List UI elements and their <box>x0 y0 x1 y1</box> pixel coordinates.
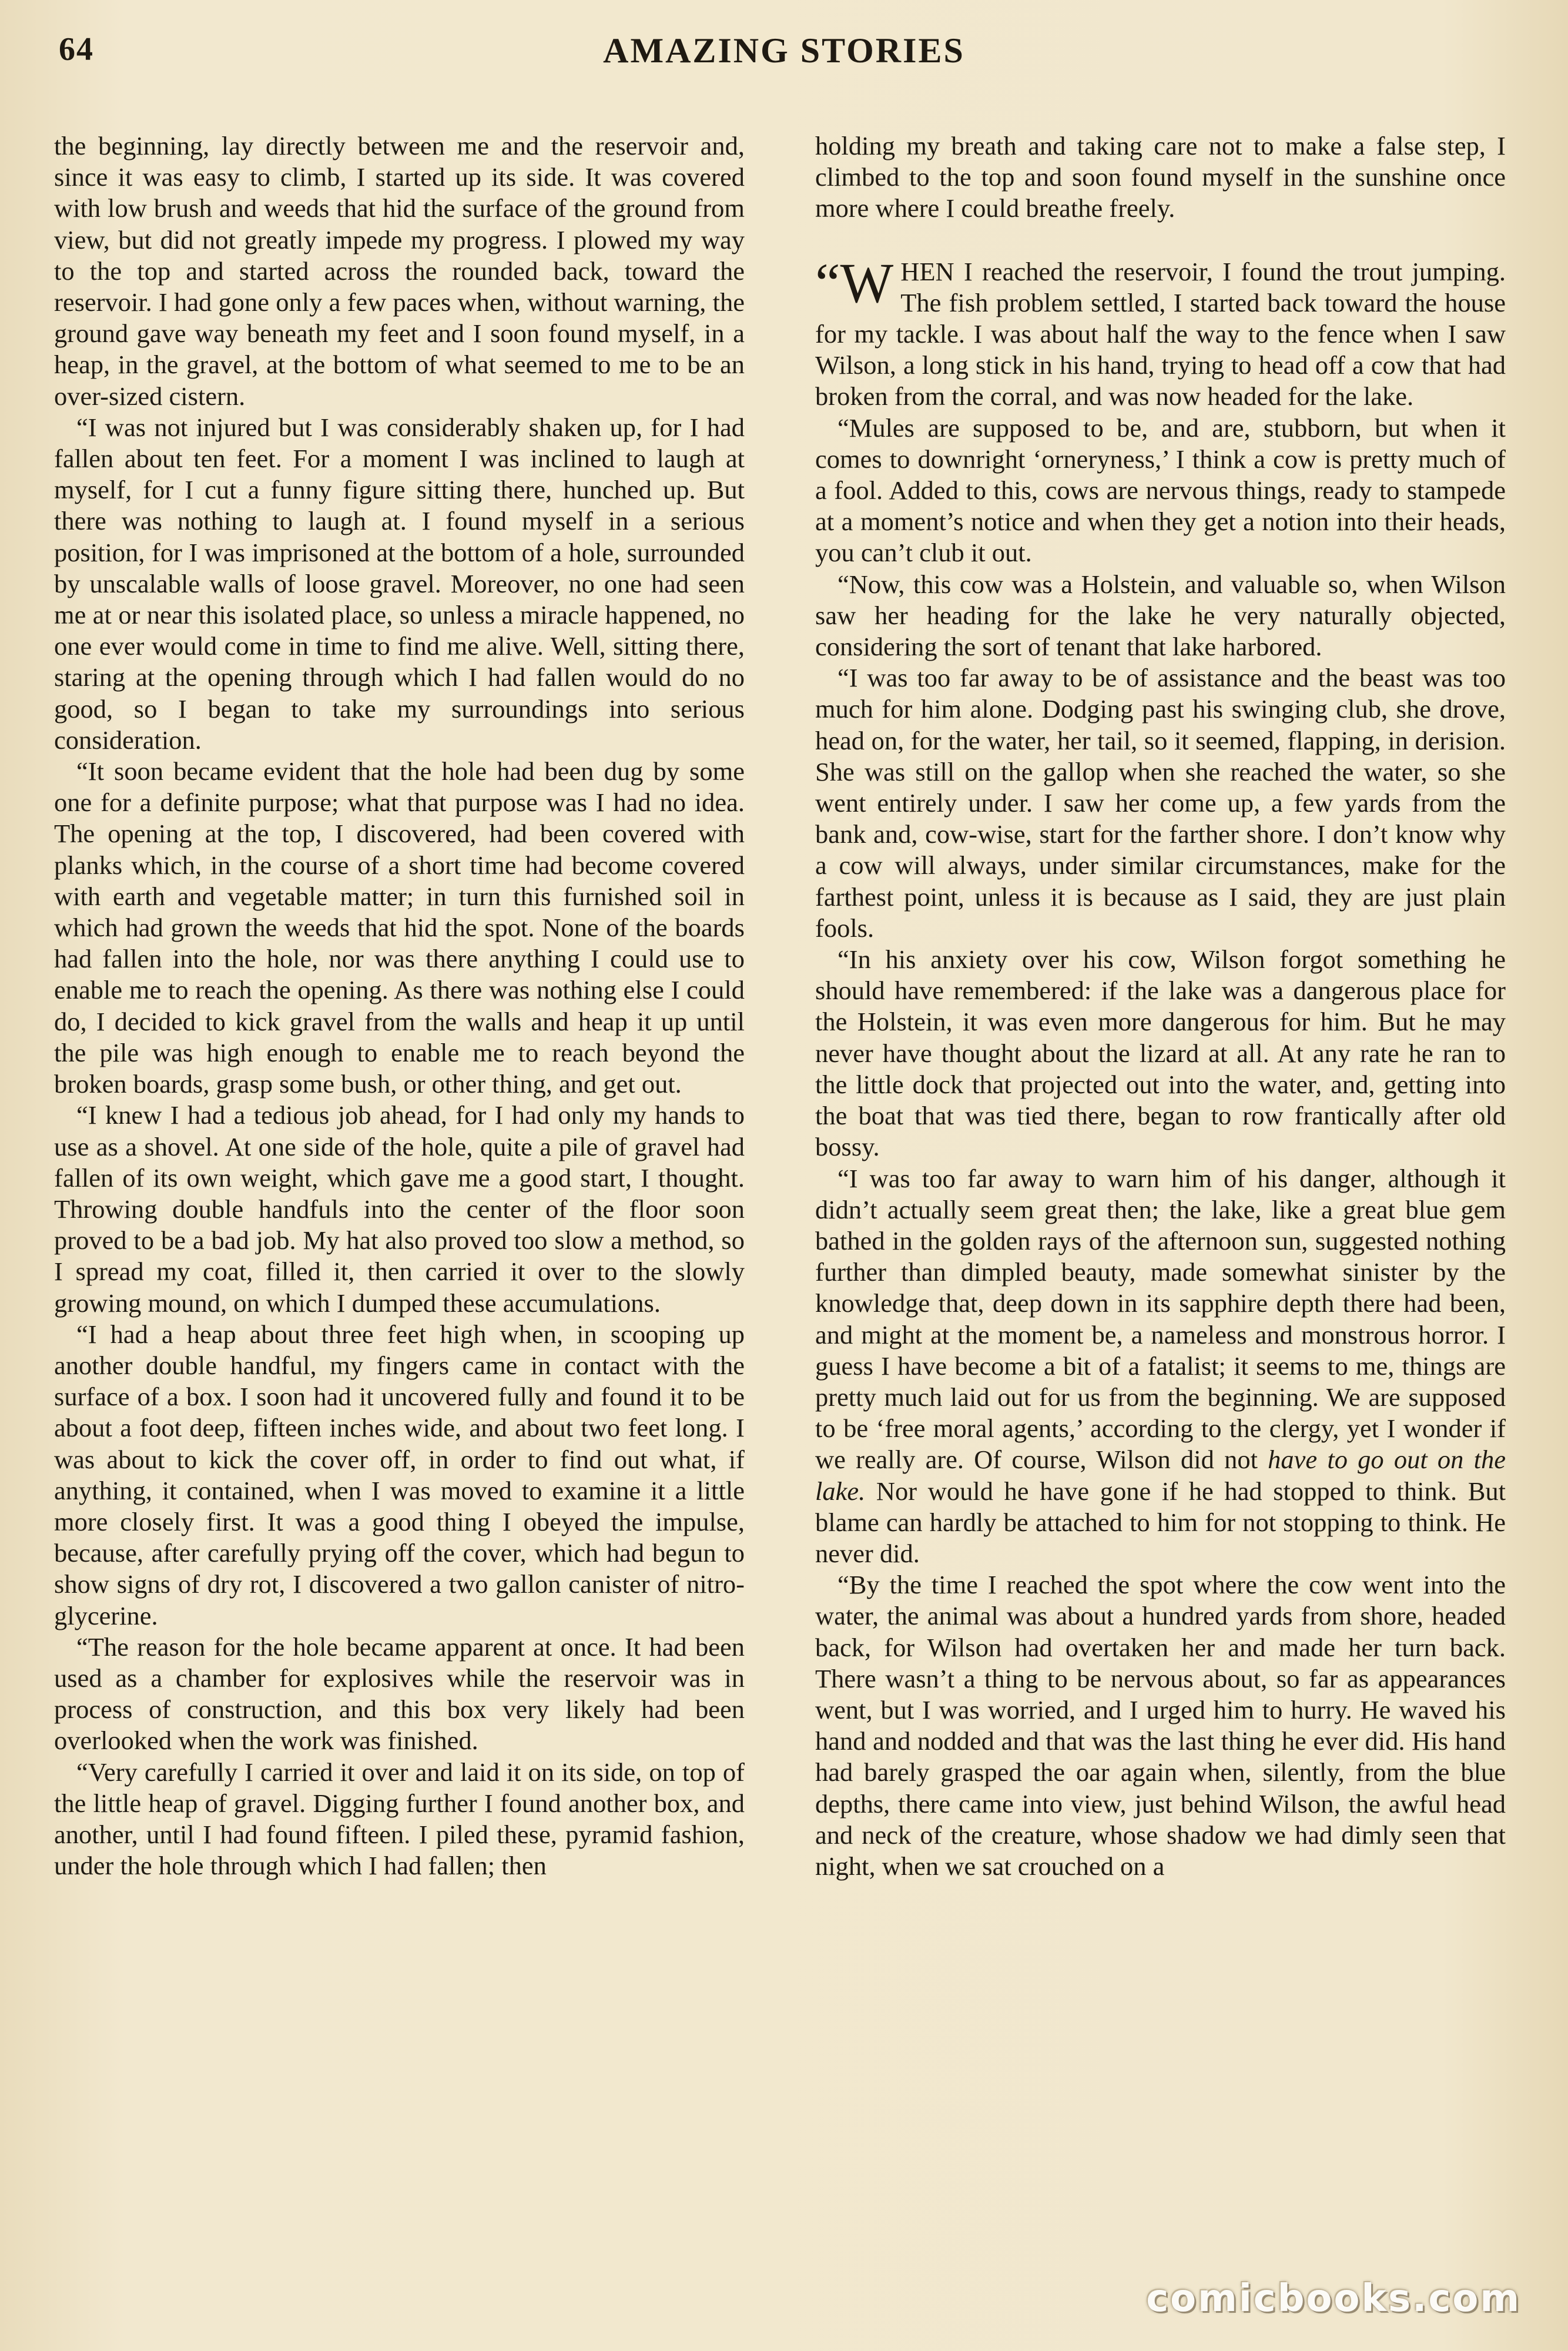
paragraph: “Mules are supposed to be, and are, stubborn, but when it comes to downright ‘orneryness,’ I think a cow is pretty much of a fool. Added to this, cows are nervous things, ready to stampede at a moment’s notice and when they get a notion into their heads, you can’t club it out. <box>815 413 1506 568</box>
paragraph: “It soon became evident that the hole had been dug by some one for a definite purpose; what that purpose was I had no idea. The opening at the top, I discovered, had been covered with planks which, in the course of a short time had become covered with earth and vegetable matter; in turn this furnished soil in which had grown the weeds that hid the spot. None of the boards had fallen into the hole, nor was there anything I could use to enable me to reach the opening. As there was nothing else I could do, I decided to kick gravel from the walls and heap it up until the pile was high enough to enable me to reach beyond the broken boards, grasp some bush, or other thing, and get out. <box>54 756 745 1099</box>
page-header <box>53 31 1515 83</box>
paragraph: “I was too far away to be of assistance and the beast was too much for him alone. Dodging past his swinging club, she drove, head on, for the water, her tail, so it seemed, flapping, in derision. She was still on the gallop when she reached the water, so she went entirely under. I saw her come up, a few yards from the bank and, cow-wise, start for the farther shore. I don’t know why a cow will always, under similar circumstances, make for the farthest point, unless it is because as I said, they are just plain fools. <box>815 663 1506 943</box>
drop-cap-paragraph-text: HEN I reached the reservoir, I found the trout jumping. The fish problem settled, I started back toward the house for my tackle. I was about half the way to the fence when I saw Wilson, a long stick in his hand, trying to head off a cow that had broken from the corral, and was now headed for the lake. <box>815 256 1506 411</box>
italic-phrase: have to go out on the lake. <box>815 1445 1506 1506</box>
paragraph: “The reason for the hole became apparent at once. It had been used as a chamber for explosives while the reservoir was in process of construction, and this box very likely had been overlooked when the work was finished. <box>54 1632 745 1756</box>
right-column <box>815 130 1506 1882</box>
paragraph: holding my breath and taking care not to make a false step, I climbed to the top and soon found myself in the sunshine once more where I could breathe freely. <box>815 131 1506 223</box>
paragraph: “In his anxiety over his cow, Wilson forgot something he should have remembered: if the lake was a dangerous place for the Holstein, it was even more dangerous for him. But he may never have thought about the lizard at all. At any rate he ran to the little dock that projected out into the water, and, getting into the boat that was tied there, began to row frantically after old bossy. <box>815 945 1506 1162</box>
paragraph-with-italics <box>815 1163 1506 1570</box>
watermark: comicbooks.com <box>1146 2277 1521 2320</box>
paragraph: the beginning, lay directly between me and the reservoir and, since it was easy to climb, I started up its side. It was covered with low brush and weeds that hid the surface of the ground from view, but did not greatly impede my progress. I plowed my way to the top and started across the rounded back, toward the reservoir. I had gone only a few paces when, without warning, the ground gave way beneath my feet and I soon found myself, in a heap, in the gravel, at the bottom of what seemed to me to be an over-sized cistern. <box>54 131 745 411</box>
paragraph: “I knew I had a tedious job ahead, for I had only my hands to use as a shovel. At one side of the hole, quite a pile of gravel had fallen of its own weight, which gave me a good start, I thought. Throwing double handfuls into the center of the floor soon proved to be a bad job. My hat also proved too slow a method, so I spread my coat, filled it, then carried it over to the slowly growing mound, on which I dumped these accumulations. <box>54 1100 745 1318</box>
paragraph-text: “I was too far away to warn him of his danger, although it didn’t actually seem great then; the lake, like a great blue gem bathed in the golden rays of the afternoon sun, suggested nothing further than dimpled beauty, made somewhat sinister by the knowledge that, deep down in its sapphire depth there had been, and might at the moment be, a nameless and monstrous horror. I guess I have become a bit of a fatalist; it seems to me, things are pretty much laid out for us from the beginning. We are supposed to be ‘free moral agents,’ according to the clergy, yet I wonder if we really are. Of course, Wilson did not <box>815 1163 1506 1475</box>
left-column <box>54 130 745 1881</box>
paragraph: “I had a heap about three feet high when, in scooping up another double handful, my fingers came in contact with the surface of a box. I soon had it uncovered fully and found it to be about a foot deep, fifteen inches wide, and about two feet long. I was about to kick the cover off, in order to find out what, if anything, it contained, when I was moved to examine it a little more closely first. It was a good thing I obeyed the impulse, because, after carefully prying off the cover, which had begun to show signs of dry rot, I discovered a two gallon canister of nitro-glycerine. <box>54 1319 745 1630</box>
running-title: AMAZING STORIES <box>603 31 965 70</box>
drop-cap: “W <box>815 251 894 314</box>
drop-cap-paragraph <box>815 251 1506 413</box>
paragraph: “Very carefully I carried it over and laid it on its side, on top of the little heap of gravel. Digging further I found another box, and another, until I had found fifteen. I piled these, pyramid fashion, under the hole through which I had fallen; then <box>54 1757 745 1881</box>
page-number: 64 <box>59 31 94 68</box>
paragraph: “Now, this cow was a Holstein, and valuable so, when Wilson saw her heading for the lake he very naturally objected, considering the sort of tenant that lake harbored. <box>815 569 1506 662</box>
paragraph: “I was not injured but I was considerably shaken up, for I had fallen about ten feet. For a moment I was inclined to laugh at myself, for I cut a funny figure sitting there, hunched up. But there was nothing to laugh at. I found myself in a serious position, for I was imprisoned at the bottom of a hole, surrounded by unscalable walls of loose gravel. Moreover, no one had seen me at or near this isolated place, so unless a miracle happened, no one ever would come in time to find me alive. Well, sitting there, staring at the opening through which I had fallen would do no good, so I began to take my surroundings into serious consideration. <box>54 412 745 755</box>
paragraph: “By the time I reached the spot where the cow went into the water, the animal was about a hundred yards from shore, headed back, for Wilson had overtaken her and made her turn back. There wasn’t a thing to be nervous about, so far as appearances went, but I was worried, and I urged him to hurry. He waved his hand and nodded and that was the last thing he ever did. His hand had barely grasped the oar again when, silently, from the blue depths, there came into view, just behind Wilson, the awful head and neck of the creature, whose shadow we had dimly seen that night, when we sat crouched on a <box>815 1570 1506 1881</box>
paragraph-text: Nor would he have gone if he had stopped to think. But blame can hardly be attached to him for not stopping to think. He never did. <box>815 1476 1506 1568</box>
